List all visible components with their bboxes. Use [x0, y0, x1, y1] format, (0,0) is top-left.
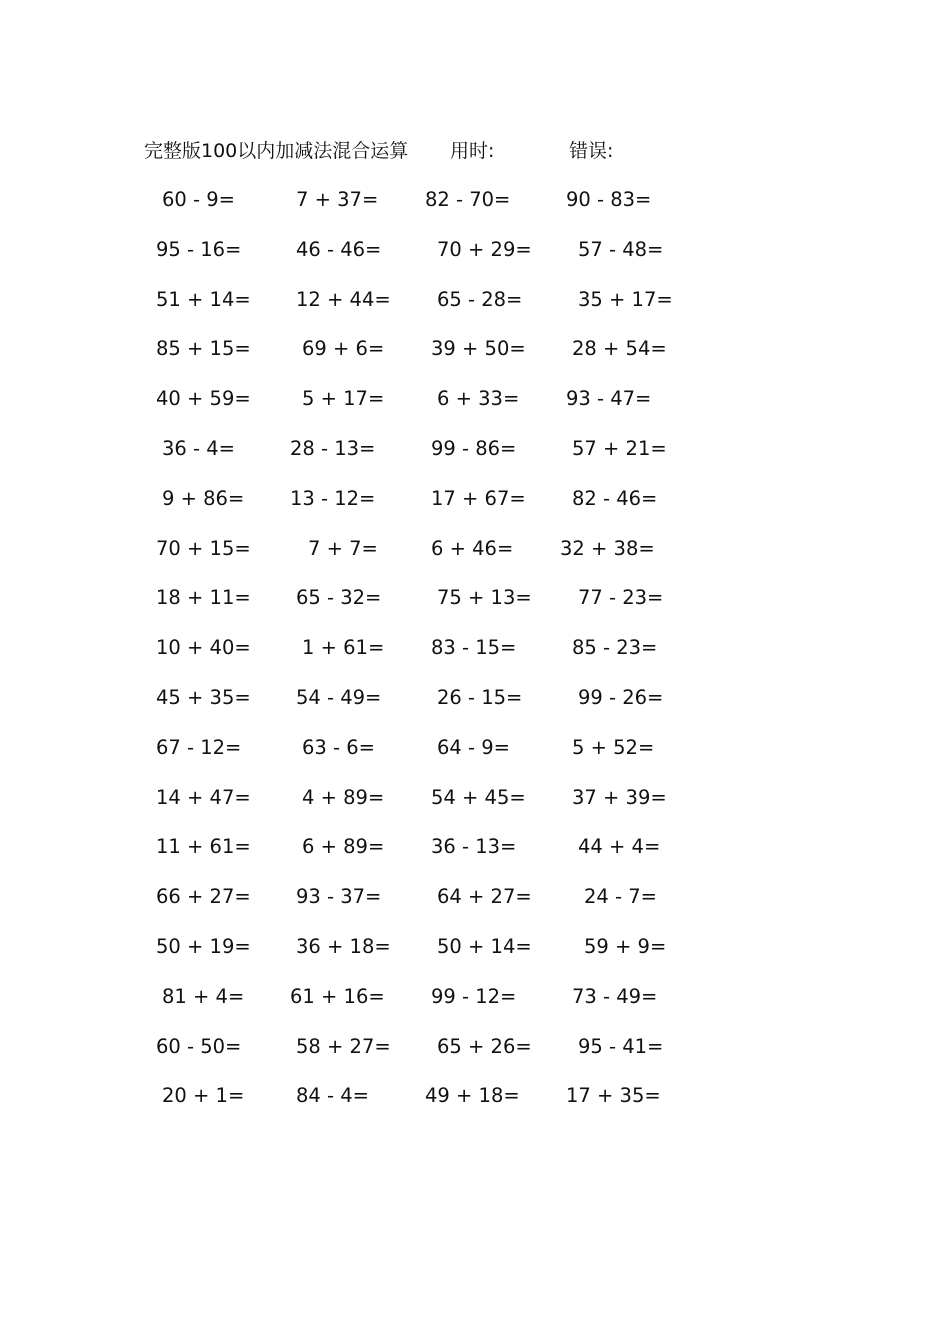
math-problem: 37 + 39=	[572, 785, 667, 809]
math-problem: 44 + 4=	[578, 835, 661, 859]
problem-row	[0, 235, 950, 285]
math-problem: 11 + 61=	[156, 835, 251, 859]
math-problem: 58 + 27=	[296, 1034, 391, 1058]
math-problem: 6 + 46=	[431, 536, 514, 560]
math-problem: 99 - 12=	[431, 984, 517, 1008]
math-problem: 54 - 49=	[296, 685, 382, 709]
math-problem: 81 + 4=	[162, 984, 245, 1008]
math-problem: 28 - 13=	[290, 436, 376, 460]
math-problem: 39 + 50=	[431, 337, 526, 361]
math-problem: 65 + 26=	[437, 1034, 532, 1058]
problem-row	[0, 285, 950, 335]
math-problem: 1 + 61=	[302, 636, 385, 660]
math-problem: 64 + 27=	[437, 885, 532, 909]
math-problem: 57 + 21=	[572, 436, 667, 460]
math-problem: 84 - 4=	[296, 1084, 369, 1108]
math-problem: 77 - 23=	[578, 586, 664, 610]
problem-row	[0, 733, 950, 783]
math-problem: 63 - 6=	[302, 735, 375, 759]
math-problem: 99 - 26=	[578, 685, 664, 709]
math-problem: 83 - 15=	[431, 636, 517, 660]
math-problem: 24 - 7=	[584, 885, 657, 909]
math-problem: 85 + 15=	[156, 337, 251, 361]
math-problem: 50 + 19=	[156, 934, 251, 958]
math-problem: 70 + 15=	[156, 536, 251, 560]
problem-row	[0, 932, 950, 982]
problem-row	[0, 334, 950, 384]
math-problem: 57 - 48=	[578, 237, 664, 261]
math-problem: 67 - 12=	[156, 735, 242, 759]
problem-row	[0, 882, 950, 932]
errors-label: 错误:	[569, 140, 614, 162]
time-used-label: 用时:	[450, 140, 495, 162]
math-problem: 70 + 29=	[437, 237, 532, 261]
math-problem: 85 - 23=	[572, 636, 658, 660]
math-problem: 4 + 89=	[302, 785, 385, 809]
math-problem: 64 - 9=	[437, 735, 510, 759]
problem-row	[0, 534, 950, 584]
math-problem: 36 + 18=	[296, 934, 391, 958]
math-problem: 60 - 50=	[156, 1034, 242, 1058]
problem-row	[0, 982, 950, 1032]
problem-row	[0, 832, 950, 882]
problem-row	[0, 185, 950, 235]
problem-row	[0, 384, 950, 434]
math-problem: 65 - 28=	[437, 287, 523, 311]
math-problem: 69 + 6=	[302, 337, 385, 361]
problem-row	[0, 783, 950, 833]
problem-row	[0, 583, 950, 633]
math-problem: 93 - 47=	[566, 387, 652, 411]
math-problem: 54 + 45=	[431, 785, 526, 809]
problem-row	[0, 633, 950, 683]
math-problem: 82 - 46=	[572, 486, 658, 510]
math-problem: 51 + 14=	[156, 287, 251, 311]
worksheet-title: 完整版100以内加减法混合运算	[144, 140, 409, 162]
math-problem: 99 - 86=	[431, 436, 517, 460]
math-problem: 49 + 18=	[425, 1084, 520, 1108]
math-problem: 75 + 13=	[437, 586, 532, 610]
math-problem: 26 - 15=	[437, 685, 523, 709]
math-problem: 9 + 86=	[162, 486, 245, 510]
math-problem: 32 + 38=	[560, 536, 655, 560]
math-problem: 36 - 4=	[162, 436, 235, 460]
math-problem: 59 + 9=	[584, 934, 667, 958]
math-problem: 28 + 54=	[572, 337, 667, 361]
math-problem: 82 - 70=	[425, 188, 511, 211]
math-problem: 61 + 16=	[290, 984, 385, 1008]
math-problem: 50 + 14=	[437, 934, 532, 958]
math-problem: 14 + 47=	[156, 785, 251, 809]
math-problem: 7 + 37=	[296, 188, 379, 211]
math-problem: 10 + 40=	[156, 636, 251, 660]
math-problem: 60 - 9=	[162, 188, 235, 211]
math-problem: 36 - 13=	[431, 835, 517, 859]
math-problem: 65 - 32=	[296, 586, 382, 610]
math-problem: 40 + 59=	[156, 387, 251, 411]
math-problem: 17 + 35=	[566, 1084, 661, 1108]
problem-row	[0, 484, 950, 534]
math-problem: 46 - 46=	[296, 237, 382, 261]
math-problem: 93 - 37=	[296, 885, 382, 909]
math-problem: 5 + 52=	[572, 735, 655, 759]
math-problem: 95 - 16=	[156, 237, 242, 261]
math-problem: 18 + 11=	[156, 586, 251, 610]
problem-row	[0, 434, 950, 484]
math-problem: 95 - 41=	[578, 1034, 664, 1058]
math-problem: 45 + 35=	[156, 685, 251, 709]
problem-row	[0, 1081, 950, 1131]
math-problem: 73 - 49=	[572, 984, 658, 1008]
math-problem: 6 + 89=	[302, 835, 385, 859]
math-problem: 66 + 27=	[156, 885, 251, 909]
math-problem: 90 - 83=	[566, 188, 652, 211]
math-problem: 6 + 33=	[437, 387, 520, 411]
problem-row	[0, 683, 950, 733]
math-problem: 17 + 67=	[431, 486, 526, 510]
math-problem: 20 + 1=	[162, 1084, 245, 1108]
problem-grid	[0, 185, 950, 1131]
math-problem: 13 - 12=	[290, 486, 376, 510]
problem-row	[0, 1032, 950, 1082]
math-problem: 5 + 17=	[302, 387, 385, 411]
math-problem: 7 + 7=	[308, 536, 378, 560]
math-problem: 12 + 44=	[296, 287, 391, 311]
math-problem: 35 + 17=	[578, 287, 673, 311]
